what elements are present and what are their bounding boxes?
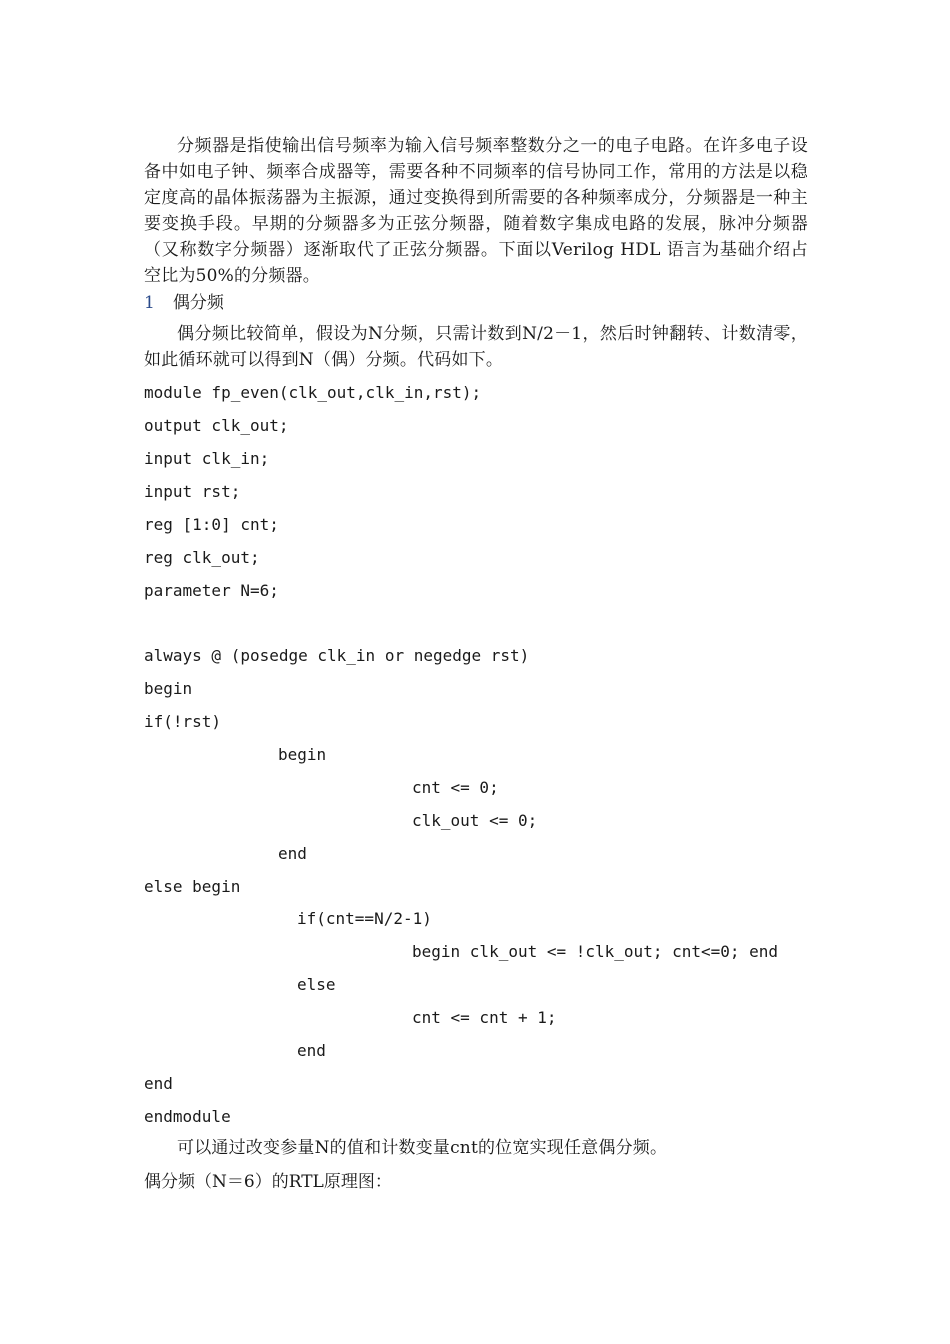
code-line: always @ (posedge clk_in or negedge rst) bbox=[144, 646, 530, 665]
code-line: end bbox=[278, 844, 307, 863]
code-line: input clk_in; bbox=[144, 449, 270, 468]
code-line: else begin bbox=[144, 877, 241, 896]
section-number: 1 bbox=[144, 293, 155, 313]
code-line: begin bbox=[144, 679, 193, 698]
code-line: reg [1:0] cnt; bbox=[144, 515, 279, 534]
code-line: cnt <= 0; bbox=[412, 778, 499, 797]
section-heading bbox=[144, 290, 224, 316]
code-line: begin clk_out <= !clk_out; cnt<=0; end bbox=[412, 942, 779, 961]
code-line: end bbox=[297, 1041, 326, 1060]
code-line: cnt <= cnt + 1; bbox=[412, 1008, 557, 1027]
code-line: clk_out <= 0; bbox=[412, 811, 538, 830]
section-title: 偶分频 bbox=[172, 293, 224, 313]
code-line: module fp_even(clk_out,clk_in,rst); bbox=[144, 383, 482, 402]
code-line: else bbox=[297, 975, 336, 994]
code-line: output clk_out; bbox=[144, 416, 289, 435]
code-line: reg clk_out; bbox=[144, 548, 260, 567]
code-line: begin bbox=[278, 745, 327, 764]
code-line: if(!rst) bbox=[144, 712, 222, 731]
figure-caption: 偶分频（N＝6）的RTL原理图： bbox=[144, 1172, 392, 1192]
code-line: if(cnt==N/2-1) bbox=[297, 909, 432, 928]
closing-paragraph: 可以通过改变参量N的值和计数变量cnt的位宽实现任意偶分频。 bbox=[177, 1138, 668, 1158]
code-line: input rst; bbox=[144, 482, 241, 501]
code-line: endmodule bbox=[144, 1107, 231, 1126]
intro-paragraph: 分频器是指使输出信号频率为输入信号频率整数分之一的电子电路。在许多电子设备中如电子钟、频率合成器等，需要各种不同频率的信号协同工作，常用的方法是以稳定度高的晶体振荡器为主振源，通过变换得到所需要的各种频率成分，分频器是一种主要变换手段。早期的分频器多为正弦分频器，随着数字集成电路的发展，脉冲分频器（又称数字分频器）逐渐取代了正弦分频器。下面以Verilog HDL 语言为基础介绍占空比为50%的分频器。 bbox=[144, 136, 808, 286]
code-line: parameter N=6; bbox=[144, 581, 279, 600]
code-line: end bbox=[144, 1074, 173, 1093]
section-paragraph: 偶分频比较简单，假设为N分频，只需计数到N/2－1，然后时钟翻转、计数清零，如此循环就可以得到N（偶）分频。代码如下。 bbox=[144, 324, 808, 370]
